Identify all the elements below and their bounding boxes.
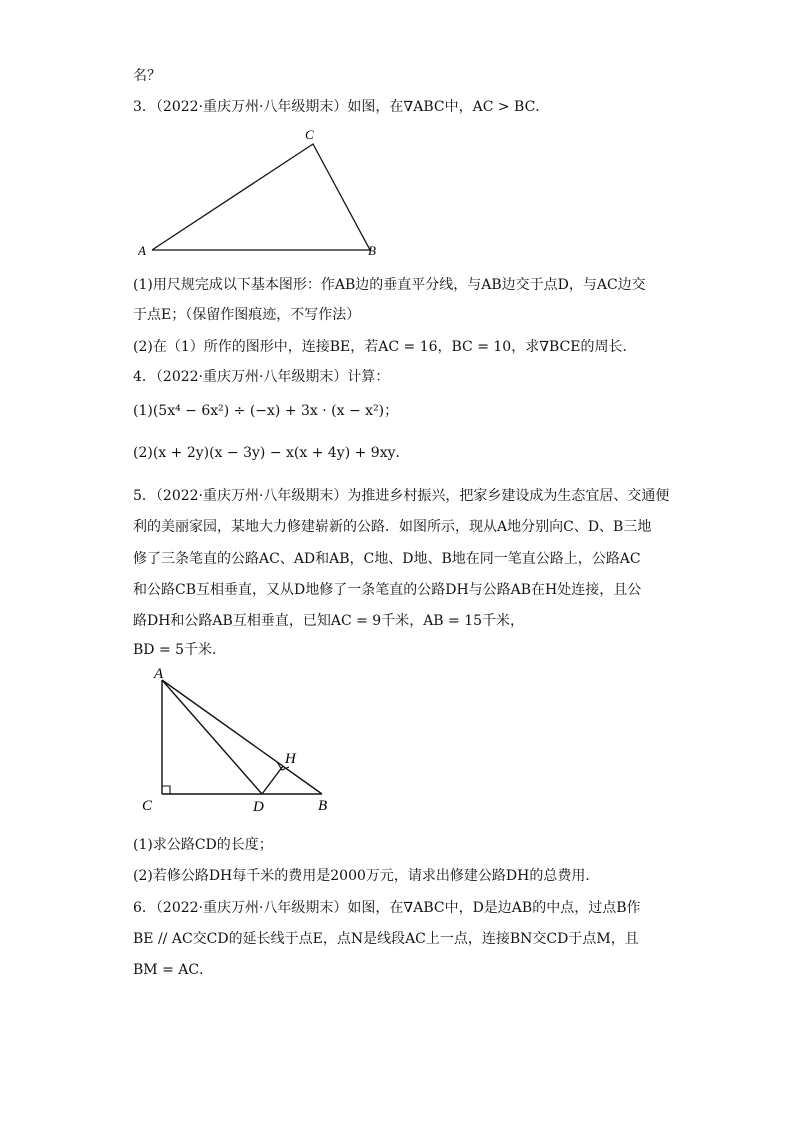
question-5-text: 利的美丽家园，某地大力修建崭新的公路．如图所示，现从A地分别向C、D、B三地 <box>133 519 652 535</box>
question-5-text: 修了三条笔直的公路AC、AD和AB，C地、D地、B地在同一笔直公路上，公路AC <box>133 551 641 567</box>
question-4-stem: 4．（2022·重庆万州·八年级期末）计算： <box>133 369 390 385</box>
question-6-text: 6．（2022·重庆万州·八年级期末）如图，在∇ABC中，D是边AB的中点，过点B作 <box>133 900 641 916</box>
question-3-part-1: (1)用尺规完成以下基本图形：作AB边的垂直平分线，与AB边交于点D，与AC边交 <box>133 277 646 293</box>
question-5-text: 5．（2022·重庆万州·八年级期末）为推进乡村振兴，把家乡建设成为生态宜居、交通便 <box>133 488 670 504</box>
point-d-label: D <box>253 799 264 815</box>
question-6-text: BE // AC交CD的延长线于点E，点N是线段AC上一点，连接BN交CD于点M，且 <box>133 931 639 947</box>
triangle-abc <box>152 144 370 250</box>
question-5-text: 和公路CB互相垂直，又从D地修了一条笔直的公路DH与公路AB在H处连接，且公 <box>133 582 642 598</box>
vertex-a-label: A <box>138 243 146 258</box>
question-5-text: 路DH和公路AB互相垂直，已知AC = 9千米，AB = 15千米， <box>133 613 525 629</box>
point-c-label: C <box>142 798 153 814</box>
road-figure <box>138 668 348 820</box>
point-h-label: H <box>285 751 296 767</box>
vertex-b-label: B <box>368 243 376 258</box>
point-b-label: B <box>318 798 328 814</box>
text-line: 名？ <box>133 68 161 84</box>
question-4-part-1: (1)(5x⁴ − 6x²) ÷ (−x) + 3x · (x − x²)； <box>133 403 399 419</box>
segment-dh <box>262 766 283 794</box>
question-6-text: BM = AC． <box>133 962 214 978</box>
question-4-part-2: (2)(x + 2y)(x − 3y) − x(x + 4y) + 9xy． <box>133 445 410 461</box>
right-angle-c <box>162 786 170 794</box>
question-3-part-1-cont: 于点E；（保留作图痕迹，不写作法） <box>133 307 361 323</box>
question-5-part-1: (1)求公路CD的长度； <box>133 837 273 853</box>
question-5-part-2: (2)若修公路DH每千米的费用是2000万元，请求出修建公路DH的总费用． <box>133 868 600 884</box>
point-a-label: A <box>154 668 164 682</box>
segment-ab <box>162 680 322 794</box>
question-3-part-2: (2)在（1）所作的图形中，连接BE，若AC = 16，BC = 10，求∇BCE的周长． <box>133 339 637 355</box>
question-3-stem: 3．（2022·重庆万州·八年级期末）如图，在∇ABC中，AC > BC． <box>133 99 550 115</box>
vertex-c-label: C <box>305 127 314 142</box>
triangle-abc-figure <box>138 122 388 266</box>
question-5-text: BD = 5千米． <box>133 642 227 658</box>
segment-ad <box>162 680 262 794</box>
